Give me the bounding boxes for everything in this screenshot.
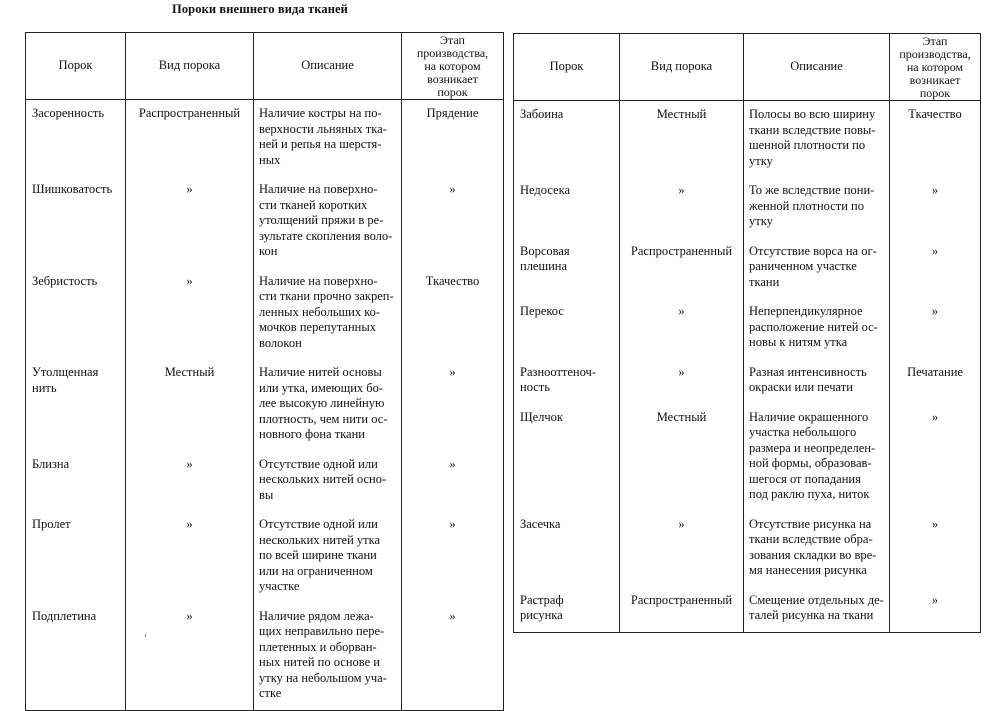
defect-description-line: Наличие на поверхно- xyxy=(259,182,378,196)
defect-name-line: Раcтраф xyxy=(520,592,564,607)
defect-type-cell: » xyxy=(620,359,744,404)
defect-name-line: Забоина xyxy=(520,107,564,121)
defect-description-line: или утка, имеющих бо- xyxy=(259,380,384,395)
defect-description-cell xyxy=(254,451,402,512)
defect-description-cell xyxy=(254,268,402,360)
defect-description-cell xyxy=(744,587,890,633)
defect-description-cell xyxy=(744,177,890,238)
defect-name-line: Засечка xyxy=(520,516,561,531)
defect-stage-cell: » xyxy=(890,587,981,633)
defect-description-line: мочков перепутанных xyxy=(259,320,377,334)
defect-name-line: Перекос xyxy=(520,304,564,318)
defect-name-cell xyxy=(514,238,620,299)
defect-description-line: по всей ширине ткани xyxy=(259,548,377,562)
defect-description-line: утку xyxy=(749,153,773,168)
defect-description-line: плетенных и оборван- xyxy=(259,639,377,654)
header-stage-line: порок xyxy=(437,84,468,99)
table-row xyxy=(514,238,981,299)
table-row xyxy=(514,298,981,359)
table-row xyxy=(514,511,981,587)
defect-description-line: сти ткани прочно закреп- xyxy=(259,289,394,303)
header-stage xyxy=(890,34,981,101)
defect-description-line: ткани xyxy=(749,274,780,289)
defect-stage-cell: » xyxy=(890,177,981,238)
defect-stage-cell: » xyxy=(890,238,981,299)
defect-name-line: Подплетина xyxy=(32,608,97,623)
defect-name-line: Утолщенная xyxy=(32,365,99,379)
defect-description-line: Наличие на поверхно- xyxy=(259,273,378,288)
defect-name-line: Засоренность xyxy=(32,106,105,120)
defect-description-line: ной формы, образовав- xyxy=(749,456,872,470)
table-row xyxy=(514,404,981,511)
defect-description-cell xyxy=(744,101,890,178)
table-row xyxy=(26,359,504,451)
defect-description-line: утку на небольшом уча- xyxy=(259,670,387,685)
defect-type-cell: » xyxy=(620,298,744,359)
defect-description-cell xyxy=(744,404,890,511)
defect-stage-cell: Прядение xyxy=(402,100,504,177)
defect-type-cell: » xyxy=(126,451,254,512)
defect-description-line: раниченном участке xyxy=(749,259,857,273)
defect-name-line: ность xyxy=(520,380,550,394)
defect-name-cell xyxy=(26,603,126,711)
defect-description-line: вы xyxy=(259,487,274,502)
defect-type-cell: Местный xyxy=(126,359,254,451)
defect-description-line: сти тканей коротких xyxy=(259,197,368,212)
defects-table-left xyxy=(25,32,504,711)
header-description: Описание xyxy=(254,33,402,100)
defect-type-cell: » xyxy=(620,177,744,238)
header-stage xyxy=(402,33,504,100)
defect-name-cell xyxy=(26,268,126,360)
defect-description-line: волокон xyxy=(259,335,302,350)
defect-name-line: рисунка xyxy=(520,608,563,622)
right-table-body xyxy=(514,101,981,633)
defect-description-line: щих неправильно пере- xyxy=(259,624,385,638)
defect-description-line: Наличие рядом лежа- xyxy=(259,608,374,623)
defect-description-line: ленных небольших ко- xyxy=(259,304,381,319)
defect-name-line: Шишковатость xyxy=(32,182,113,196)
defect-description-line: нескольких нитей утка xyxy=(259,532,381,547)
defect-description-line: Отсутствие одной или xyxy=(259,517,378,531)
defect-type-cell: » xyxy=(126,511,254,603)
defect-name-line: Разнооттеноч- xyxy=(520,364,597,379)
defect-name-line: Недосека xyxy=(520,183,571,197)
table-row xyxy=(514,101,981,178)
defect-description-line: Смещение отдельных де- xyxy=(749,592,884,607)
table-row xyxy=(26,100,504,177)
defect-description-line: Разная интенсивность xyxy=(749,364,867,379)
defect-description-line: плотность, чем нити ос- xyxy=(259,411,388,426)
defect-name-line: нить xyxy=(32,380,57,395)
defect-description-line: Отсутствие рисунка на xyxy=(749,516,872,531)
defect-description-cell xyxy=(254,603,402,711)
defect-description-line: ткани вследствие повы- xyxy=(749,122,876,137)
defect-description-line: мя нанесения рисунка xyxy=(749,563,867,577)
defect-stage-cell: » xyxy=(402,359,504,451)
defect-type-cell: Местный xyxy=(620,404,744,511)
defect-description-line: участка небольшого xyxy=(749,425,857,439)
header-type: Вид порока xyxy=(126,33,254,100)
defect-stage-cell: » xyxy=(402,511,504,603)
defect-type-cell: » xyxy=(126,268,254,360)
defect-type-cell: Распространенный xyxy=(126,100,254,177)
defect-description-line: кон xyxy=(259,244,278,258)
defect-description-line: или на ограниченном xyxy=(259,563,373,578)
defect-name-cell xyxy=(514,177,620,238)
table-row xyxy=(26,603,504,711)
defect-description-line: стке xyxy=(259,686,282,700)
header-stage-line: порок xyxy=(919,85,951,100)
defect-name-cell xyxy=(26,451,126,512)
defect-description-cell xyxy=(744,511,890,587)
defect-type-cell: Распространенный xyxy=(620,587,744,633)
defect-stage-cell: » xyxy=(890,511,981,587)
defect-description-line: нескольких нитей осно- xyxy=(259,472,387,486)
table-row xyxy=(26,268,504,360)
defect-description-cell xyxy=(254,100,402,177)
header-row xyxy=(26,33,504,100)
defect-description-line: верхности льняных тка- xyxy=(259,121,387,136)
table-row xyxy=(514,359,981,404)
header-stage-line: производства, xyxy=(416,45,489,60)
defect-name-cell xyxy=(514,404,620,511)
defect-stage-cell: » xyxy=(890,404,981,511)
defect-description-line: То же вследствие пони- xyxy=(749,183,875,197)
header-stage-line: производства, xyxy=(899,46,971,61)
defect-description-line: Отсутствие ворса на ог- xyxy=(749,243,877,258)
defect-type-cell: » xyxy=(126,176,254,268)
defect-description-line: под раклю пуха, ниток xyxy=(749,487,870,501)
defect-description-line: новного фона ткани xyxy=(259,427,365,441)
table-row xyxy=(26,451,504,512)
header-stage-line: на котором xyxy=(906,59,964,74)
defect-description-line: шенной плотности по xyxy=(749,138,866,152)
left-table-body xyxy=(26,100,504,711)
defect-description-line: ткани вследствие обра- xyxy=(749,532,873,546)
defect-description-line: лее высокую линейную xyxy=(259,396,385,410)
defect-description-line: участке xyxy=(259,579,300,593)
defect-description-cell xyxy=(254,176,402,268)
table-row xyxy=(514,587,981,633)
defect-stage-cell: Ткачество xyxy=(402,268,504,360)
defect-description-cell xyxy=(254,359,402,451)
defect-name-cell xyxy=(514,101,620,178)
defect-description-line: Наличие костры на по- xyxy=(259,106,382,120)
defect-stage-cell: » xyxy=(402,176,504,268)
defect-description-cell xyxy=(744,298,890,359)
header-row xyxy=(514,34,981,101)
table-row xyxy=(26,511,504,603)
table-row xyxy=(26,176,504,268)
defect-stage-cell: » xyxy=(890,298,981,359)
defect-name-cell xyxy=(514,359,620,404)
defect-description-line: Отсутствие одной или xyxy=(259,456,378,471)
defect-type-cell: » xyxy=(126,603,254,711)
defect-description-line: ных нитей по основе и xyxy=(259,655,380,669)
defect-description-line: новы к нитям утка xyxy=(749,335,848,349)
defect-description-cell xyxy=(744,238,890,299)
defect-name-cell xyxy=(26,176,126,268)
header-type: Вид порока xyxy=(620,34,744,101)
defect-name-cell xyxy=(514,587,620,633)
defect-description-line: ных xyxy=(259,152,281,167)
defect-description-line: Наличие нитей основы xyxy=(259,365,382,379)
defect-name-line: плешина xyxy=(520,259,568,273)
defect-type-cell: Местный xyxy=(620,101,744,178)
defect-type-cell: » xyxy=(620,511,744,587)
defect-description-line: размера и неопределен- xyxy=(749,440,876,455)
stray-tick-mark: ‹ xyxy=(144,630,148,641)
defect-name-cell xyxy=(26,359,126,451)
header-stage-line: на котором xyxy=(424,58,481,73)
defect-name-line: Близна xyxy=(32,456,70,471)
header-stage-line: возникает xyxy=(427,71,478,86)
header-description: Описание xyxy=(744,34,890,101)
defect-name-line: Ворсовая xyxy=(520,243,570,258)
defect-name-cell xyxy=(514,298,620,359)
defect-description-line: Наличие окрашенного xyxy=(749,409,869,424)
defect-name-line: Пролет xyxy=(32,517,71,531)
defect-description-line: зования складки во вре- xyxy=(749,547,877,562)
defect-stage-cell: » xyxy=(402,451,504,512)
defect-name-line: Щелчок xyxy=(520,409,564,424)
header-stage-line: возникает xyxy=(909,72,961,87)
defect-stage-cell: Печатание xyxy=(890,359,981,404)
defect-description-line: ней и репья на шерстя- xyxy=(259,137,382,151)
defect-stage-cell: Ткачество xyxy=(890,101,981,178)
defect-description-line: зультате скопления воло- xyxy=(259,228,393,243)
table-row xyxy=(514,177,981,238)
header-stage-line: Этап xyxy=(440,32,465,47)
defect-type-cell: Распространенный xyxy=(620,238,744,299)
header-defect: Порок xyxy=(26,33,126,100)
defect-description-line: расположение нитей ос- xyxy=(749,319,878,334)
defect-name-line: Зебристость xyxy=(32,273,98,288)
defect-description-line: Полосы во всю ширину xyxy=(749,107,876,121)
defect-description-cell xyxy=(744,359,890,404)
defect-name-cell xyxy=(26,100,126,177)
defect-description-line: талей рисунка на ткани xyxy=(749,608,874,622)
defect-name-cell xyxy=(514,511,620,587)
defect-description-line: утолщений пряжи в ре- xyxy=(259,213,384,227)
defect-description-line: Неперпендикулярное xyxy=(749,304,863,318)
defect-description-line: шегося от попадания xyxy=(749,471,861,486)
defect-description-line: женной плотности по xyxy=(749,198,864,213)
defect-name-cell xyxy=(26,511,126,603)
defect-description-line: окраски или печати xyxy=(749,380,853,394)
defect-stage-cell: » xyxy=(402,603,504,711)
defect-description-cell xyxy=(254,511,402,603)
header-defect: Порок xyxy=(514,34,620,101)
defect-description-line: утку xyxy=(749,214,773,228)
page-title: Пороки внешнего вида тканей xyxy=(172,2,348,16)
defects-table-right xyxy=(513,33,981,633)
header-stage-line: Этап xyxy=(922,33,948,48)
